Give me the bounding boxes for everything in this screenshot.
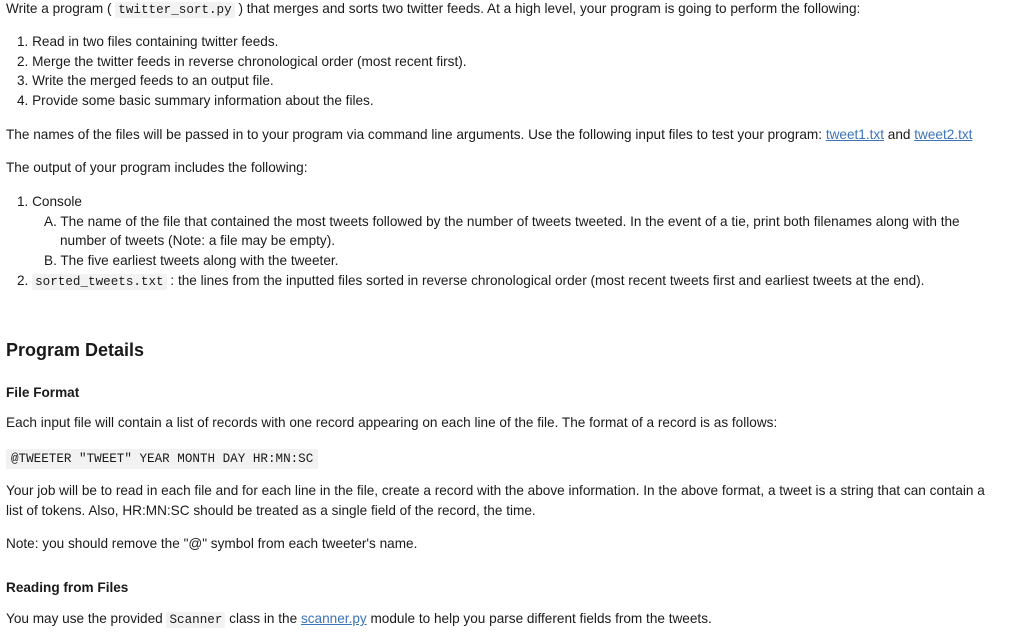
- reading-paragraph: [6, 610, 712, 629]
- input-files-text: The names of the files will be passed in to your program via command line arguments. Use the following input files to test your program:: [6, 127, 823, 142]
- intro-text-before: Write a program (: [6, 1, 112, 16]
- file-format-paragraph: Each input file will contain a list of records with one record appearing on each line of the file. The format of a record is as follows:: [6, 415, 778, 430]
- step-item-2: 2. Merge the twitter feeds in reverse chronological order (most recent first).: [17, 54, 467, 69]
- reading-text-before: You may use the provided: [6, 611, 163, 626]
- intro-text-after: ) that merges and sorts two twitter feeds. At a high level, your program is going to perform the following:: [238, 1, 861, 16]
- output-subitem-b: B. The five earliest tweets along with the tweeter.: [44, 253, 339, 268]
- tweet1-link[interactable]: tweet1.txt: [825, 127, 884, 142]
- step-item-4: 4. Provide some basic summary information about the files.: [17, 93, 374, 108]
- job-paragraph-line-2: list of tokens. Also, HR:MN:SC should be treated as a single field of the record, the time.: [6, 503, 536, 518]
- program-filename-code: twitter_sort.py: [115, 2, 234, 18]
- reading-text-after: module to help you parse different fields from the tweets.: [370, 611, 712, 626]
- intro-paragraph: [6, 0, 860, 19]
- program-details-heading: Program Details: [6, 340, 145, 360]
- output-item-2-text: : the lines from the inputted files sorted in reverse chronological order (most recent tweets first and earliest tweets at the end).: [170, 273, 925, 288]
- record-format-code: @TWEETER "TWEET" YEAR MONTH DAY HR:MN:SC: [6, 449, 318, 469]
- scanner-module-link[interactable]: scanner.py: [300, 611, 367, 626]
- tweet2-link[interactable]: tweet2.txt: [914, 127, 973, 142]
- job-paragraph-line-1: Your job will be to read in each file and for each line in the file, create a record with the above information. In the above format, a tweet is a string that can contain a: [6, 483, 985, 498]
- step-item-1: 1. Read in two files containing twitter feeds.: [17, 34, 279, 49]
- output-item-2-number: 2.: [17, 273, 29, 288]
- reading-text-middle: class in the: [229, 611, 298, 626]
- input-files-paragraph: [6, 126, 972, 144]
- scanner-class-code: Scanner: [166, 612, 225, 628]
- sorted-tweets-filename-code: sorted_tweets.txt: [32, 274, 166, 290]
- output-item-sorted-file: [17, 272, 924, 291]
- step-item-3: 3. Write the merged feeds to an output file.: [17, 73, 274, 88]
- output-intro: The output of your program includes the following:: [6, 160, 308, 175]
- output-subitem-a-continued: number of tweets (Note: a file may be empty).: [60, 233, 336, 248]
- note-paragraph: Note: you should remove the "@" symbol from each tweeter's name.: [6, 536, 418, 551]
- output-subitem-a: A. The name of the file that contained the most tweets followed by the number of tweets tweeted. In the event of a tie, print both filenames along with the: [44, 214, 960, 229]
- file-format-heading: File Format: [6, 385, 80, 400]
- and-text: and: [887, 127, 911, 142]
- output-item-console: 1. Console: [17, 194, 82, 209]
- reading-from-files-heading: Reading from Files: [6, 580, 129, 595]
